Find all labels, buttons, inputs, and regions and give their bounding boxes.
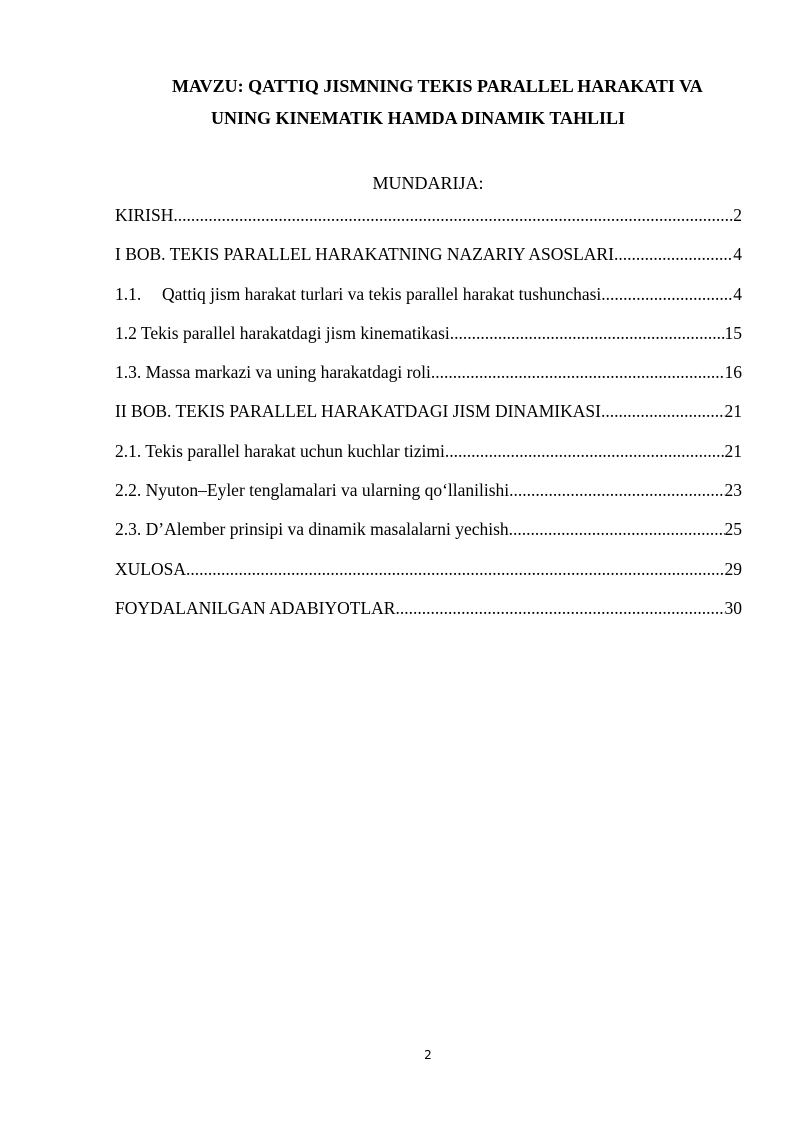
toc-entry-page: 4: [733, 283, 742, 304]
toc-leader-dots: [509, 480, 724, 501]
toc-entry-label: 1.2 Tekis parallel harakatdagi jism kinematikasi: [115, 322, 450, 343]
toc-entry-page: 15: [724, 322, 742, 343]
toc-leader-dots: [445, 441, 725, 462]
toc-entry-page: 23: [724, 480, 742, 501]
toc-leader-dots: [509, 519, 725, 540]
toc-entry-label: KIRISH: [115, 205, 174, 225]
table-of-contents: [115, 205, 742, 637]
toc-entry[interactable]: [115, 480, 742, 519]
toc-entry-page: 16: [724, 362, 742, 383]
toc-entry[interactable]: [115, 205, 742, 244]
toc-entry-label: 2.2. Nyuton–Eyler tenglamalari va ularning qo‘llanilishi: [115, 480, 510, 501]
toc-entry-label: II BOB. TEKIS PARALLEL HARAKATDAGI JISM DINAMIKASI: [115, 401, 601, 422]
toc-entry[interactable]: [115, 441, 742, 480]
toc-leader-dots: [173, 205, 733, 226]
toc-entry[interactable]: [115, 323, 742, 362]
toc-entry-page: 25: [724, 519, 742, 540]
toc-entry-label: 2.3. D’Alember prinsipi va dinamik masalalarni yechish: [115, 519, 509, 540]
toc-entry[interactable]: [115, 244, 742, 283]
toc-leader-dots: [186, 559, 725, 580]
toc-entry[interactable]: [115, 401, 742, 440]
toc-leader-dots: [395, 598, 724, 619]
toc-entry-page: 2: [733, 205, 742, 225]
toc-entry[interactable]: [115, 284, 742, 323]
toc-entry-label: I BOB. TEKIS PARALLEL HARAKATNING NAZARIY ASOSLARI: [115, 244, 614, 265]
toc-entry-page: 21: [724, 440, 742, 461]
toc-entry[interactable]: [115, 519, 742, 558]
toc-entry-label: 2.1. Tekis parallel harakat uchun kuchlar tizimi: [115, 440, 445, 461]
toc-entry-label: Qattiq jism harakat turlari va tekis parallel harakat tushunchasi: [162, 283, 602, 304]
toc-leader-dots: [431, 362, 725, 383]
document-title-line-2: UNING KINEMATIK HAMDA DINAMIK TAHLILI: [211, 108, 626, 128]
toc-entry-page: 4: [733, 244, 742, 265]
toc-entry-label: FOYDALANILGAN ADABIYOTLAR: [115, 597, 396, 618]
toc-entry-label: 1.3. Massa markazi va uning harakatdagi roli: [115, 362, 431, 383]
toc-leader-dots: [601, 284, 733, 305]
toc-entry[interactable]: [115, 559, 742, 598]
toc-leader-dots: [450, 323, 725, 344]
toc-leader-dots: [614, 244, 733, 265]
document-title-line-1: MAVZU: QATTIQ JISMNING TEKIS PARALLEL HARAKATI VA: [172, 76, 703, 96]
toc-entry-page: 21: [724, 401, 742, 422]
page-number: 2: [424, 1048, 432, 1062]
toc-entry-label: XULOSA: [115, 558, 186, 579]
toc-heading: MUNDARIJA:: [372, 173, 484, 193]
toc-entry[interactable]: [115, 598, 742, 637]
toc-entry[interactable]: [115, 362, 742, 401]
toc-leader-dots: [601, 401, 725, 422]
toc-entry-number: 1.1.: [115, 283, 142, 304]
toc-entry-page: 29: [724, 558, 742, 579]
toc-entry-page: 30: [724, 597, 742, 618]
